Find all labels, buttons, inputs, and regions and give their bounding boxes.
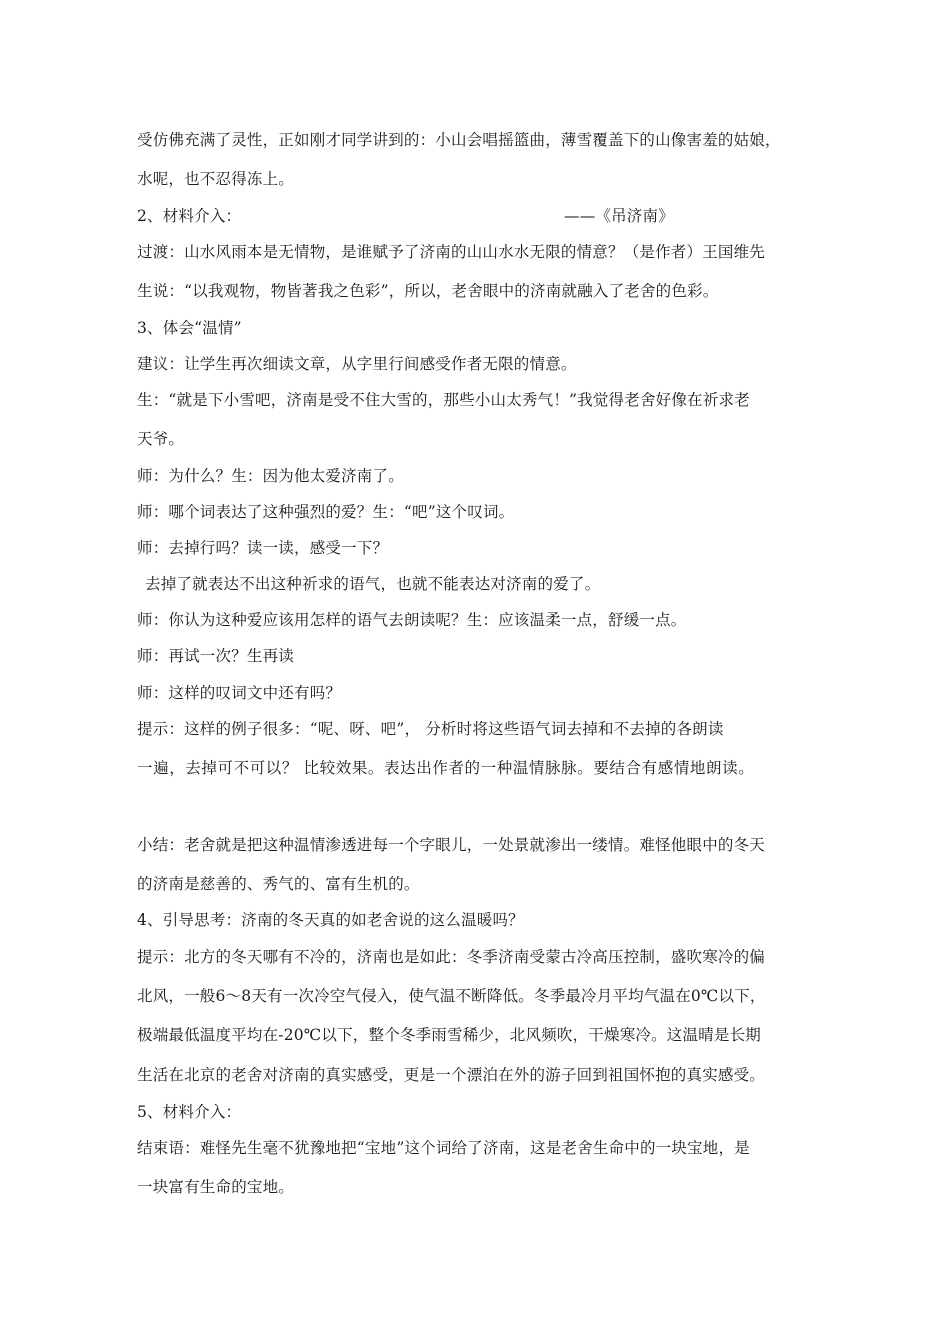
body-line: 一块富有生命的宝地。 [137,1178,295,1196]
section-heading [137,206,827,226]
body-line: 过渡：山水风雨本是无情物，是谁赋予了济南的山山水水无限的情意？（是作者）王国维先 [137,243,766,261]
body-line: 生说：“以我观物，物皆著我之色彩”，所以，老舍眼中的济南就融入了老舍的色彩。 [137,282,719,300]
body-line: 师：去掉行吗？读一读，感受一下？ [137,539,389,557]
body-line: 生活在北京的老舍对济南的真实感受，更是一个漂泊在外的游子回到祖国怀抱的真实感受。 [137,1066,766,1084]
body-line: 师：再试一次？生再读 [137,647,295,665]
body-line: 结束语：难怪先生毫不犹豫地把“宝地”这个词给了济南，这是老舍生命中的一块宝地，是 [137,1139,750,1157]
body-line: 提示：这样的例子很多：“呢、呀、吧”， 分析时将这些语气词去掉和不去掉的各朗读 [137,720,724,738]
section-heading-label: 2、材料介入： [137,207,242,225]
section-heading: 3、体会“温情” [137,319,242,337]
body-line: 提示：北方的冬天哪有不冷的，济南也是如此：冬季济南受蒙古冷高压控制，盛吹寒冷的偏 [137,948,766,966]
body-line: 受仿佛充满了灵性，正如刚才同学讲到的：小山会唱摇篮曲，薄雪覆盖下的山像害羞的姑娘， [137,131,781,149]
body-line: 一遍，去掉可不可以？ 比较效果。表达出作者的一种温情脉脉。要结合有感情地朗读。 [137,759,755,777]
summary-line: 的济南是慈善的、秀气的、富有生机的。 [137,875,420,893]
body-line: 师：哪个词表达了这种强烈的爱？生：“吧”这个叹词。 [137,503,515,521]
body-line: 北风，一般6～8天有一次冷空气侵入，使气温不断降低。冬季最冷月平均气温在0℃以下， [137,987,766,1005]
body-line: 极端最低温度平均在-20℃以下，整个冬季雨雪稀少，北风频吹，干燥寒冷。这温晴是长期 [137,1026,762,1044]
summary-line: 小结：老舍就是把这种温情渗透进每一个字眼儿，一处景就渗出一缕情。难怪他眼中的冬天 [137,836,766,854]
body-line: 师：你认为这种爱应该用怎样的语气去朗读呢？生：应该温柔一点，舒缓一点。 [137,611,687,629]
source-title: ——《吊济南》 [564,207,674,225]
body-line: 建议：让学生再次细读文章，从字里行间感受作者无限的情意。 [137,355,577,373]
body-line: 天爷。 [137,430,185,448]
body-line: 去掉了就表达不出这种祈求的语气，也就不能表达对济南的爱了。 [145,575,601,593]
section-heading: 4、引导思考：济南的冬天真的如老舍说的这么温暖吗？ [137,911,524,929]
body-line: 师：为什么？生：因为他太爱济南了。 [137,467,404,485]
body-line: 师：这样的叹词文中还有吗？ [137,684,342,702]
body-line: 生：“就是下小雪吧，济南是受不住大雪的，那些小山太秀气！”我觉得老舍好像在祈求老 [137,391,750,409]
body-line: 水呢，也不忍得冻上。 [137,170,295,188]
section-heading: 5、材料介入： [137,1103,242,1121]
